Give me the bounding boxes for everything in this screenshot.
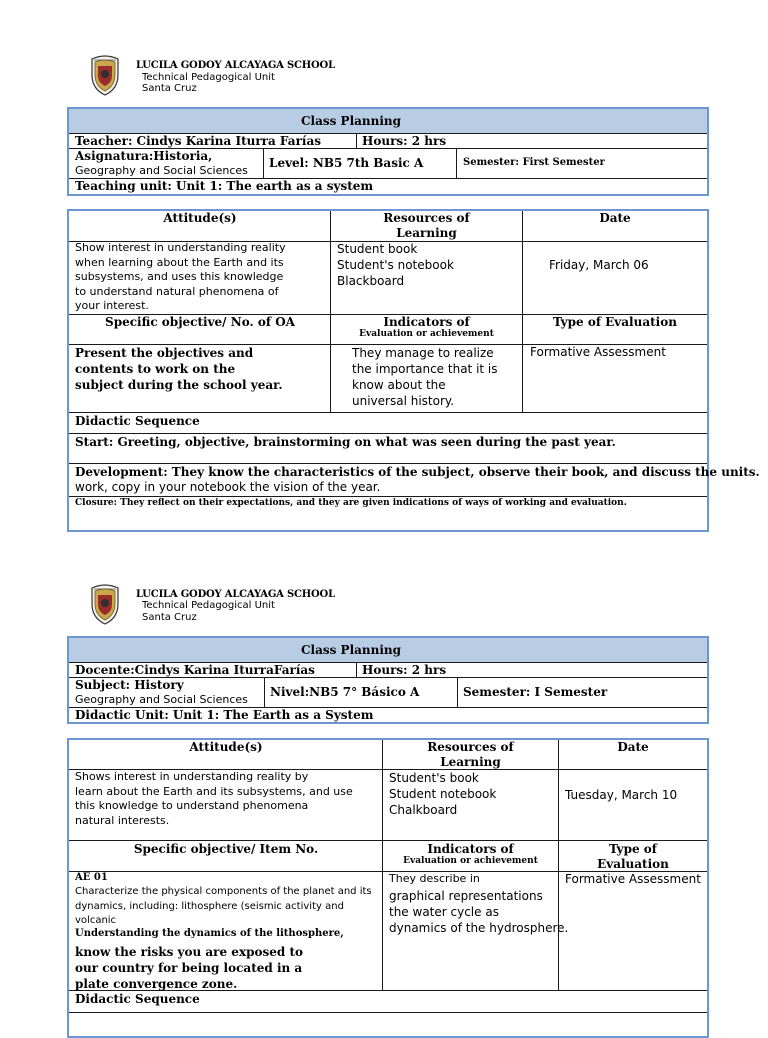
col-objective: Specific objective/ Item No.: [133, 842, 319, 856]
school-city: Santa Cruz: [142, 83, 197, 94]
objective-lithosphere: Understanding the dynamics of the lithosphere,: [75, 928, 344, 939]
school-unit: Technical Pedagogical Unit: [142, 600, 275, 611]
col-indicators: Indicators of Evaluation or achievement: [359, 315, 494, 339]
header-title: Class Planning: [300, 114, 402, 128]
col-date: Date: [617, 740, 649, 754]
sequence-development: Development: They know the characteristics of the subject, observe their book, and discuss the units.: [75, 465, 760, 479]
objective-code: AE 01: [75, 872, 108, 883]
school-crest-logo: [88, 53, 122, 97]
teaching-unit: Didactic Unit: Unit 1: The Earth as a System: [75, 708, 374, 722]
subject-line-1: Subject: History: [75, 678, 184, 692]
school-city: Santa Cruz: [142, 612, 197, 623]
objective-risks: know the risks you are exposed to our country for being located in a plate convergence zone.: [75, 945, 303, 991]
didactic-sequence: Didactic Sequence: [75, 992, 200, 1006]
indicators-text: graphical representations the water cycle as dynamics of the hydrosphere.: [389, 889, 569, 935]
school-name: LUCILA GODOY ALCAYAGA SCHOOL: [136, 589, 335, 600]
col-objective: Specific objective/ No. of OA: [105, 315, 295, 329]
objective-text: Present the objectives and contents to work on the subject during the school year.: [75, 346, 283, 392]
subject-line-2: Geography and Social Sciences: [75, 693, 248, 706]
hours: Hours: 2 hrs: [362, 663, 447, 677]
sequence-closure: Closure: They reflect on their expectations, and they are given indications of ways of working and evaluation.: [75, 498, 627, 508]
subject-line-2: Geography and Social Sciences: [75, 164, 248, 177]
sequence-start: Start: Greeting, objective, brainstorming on what was seen during the past year.: [75, 435, 616, 449]
col-resources: Resources of Learning: [427, 740, 514, 769]
objective-description: Characterize the physical components of the planet and its dynamics, including: lithosphere (seismic activity and volcanic: [75, 886, 372, 926]
attitude-text: Shows interest in understanding reality by learn about the Earth and its subsystems, and use this knowledge to understand phenomena natural interests.: [75, 770, 353, 827]
col-resources: Resources of Learning: [383, 211, 470, 240]
semester: Semester: I Semester: [463, 685, 608, 699]
semester: Semester: First Semester: [463, 157, 605, 168]
header-title: Class Planning: [300, 643, 402, 657]
sequence-development-cont: work, copy in your notebook the vision of the year.: [75, 480, 381, 494]
resources-list: Student book Student's notebook Blackboard: [337, 242, 454, 288]
level: Level: NB5 7th Basic A: [269, 156, 424, 170]
school-crest-logo: [88, 582, 122, 626]
subject-line-1: Asignatura:Historia,: [75, 149, 213, 163]
col-date: Date: [599, 211, 631, 225]
indicators-text: They manage to realize the importance that it is know about the universal history.: [352, 346, 498, 408]
didactic-sequence: Didactic Sequence: [75, 414, 200, 428]
school-unit: Technical Pedagogical Unit: [142, 72, 275, 83]
attitude-text: Show interest in understanding reality when learning about the Earth and its subsystems, and uses this knowledge to understand natural phenomena of your interest.: [75, 241, 286, 312]
col-evaluation: Type of Evaluation: [597, 842, 669, 871]
teacher-name: Teacher: Cindys Karina Iturra Farías: [75, 134, 321, 148]
indicator-intro: They describe in: [389, 872, 480, 885]
evaluation-type: Formative Assessment: [565, 872, 701, 886]
col-evaluation: Type of Evaluation: [553, 315, 677, 329]
school-name: LUCILA GODOY ALCAYAGA SCHOOL: [136, 60, 335, 71]
evaluation-type: Formative Assessment: [530, 345, 666, 359]
hours: Hours: 2 hrs: [362, 134, 447, 148]
level: Nivel:NB5 7° Básico A: [270, 685, 420, 699]
lesson-date: Tuesday, March 10: [565, 788, 678, 802]
col-attitude: Attitude(s): [163, 211, 237, 225]
teaching-unit: Teaching unit: Unit 1: The earth as a system: [75, 179, 374, 193]
lesson-date: Friday, March 06: [549, 258, 649, 272]
col-indicators: Indicators of Evaluation or achievement: [403, 842, 538, 866]
resources-list: Student's book Student notebook Chalkboard: [389, 771, 497, 817]
col-attitude: Attitude(s): [189, 740, 263, 754]
teacher-name: Docente:Cindys Karina IturraFarías: [75, 663, 315, 677]
